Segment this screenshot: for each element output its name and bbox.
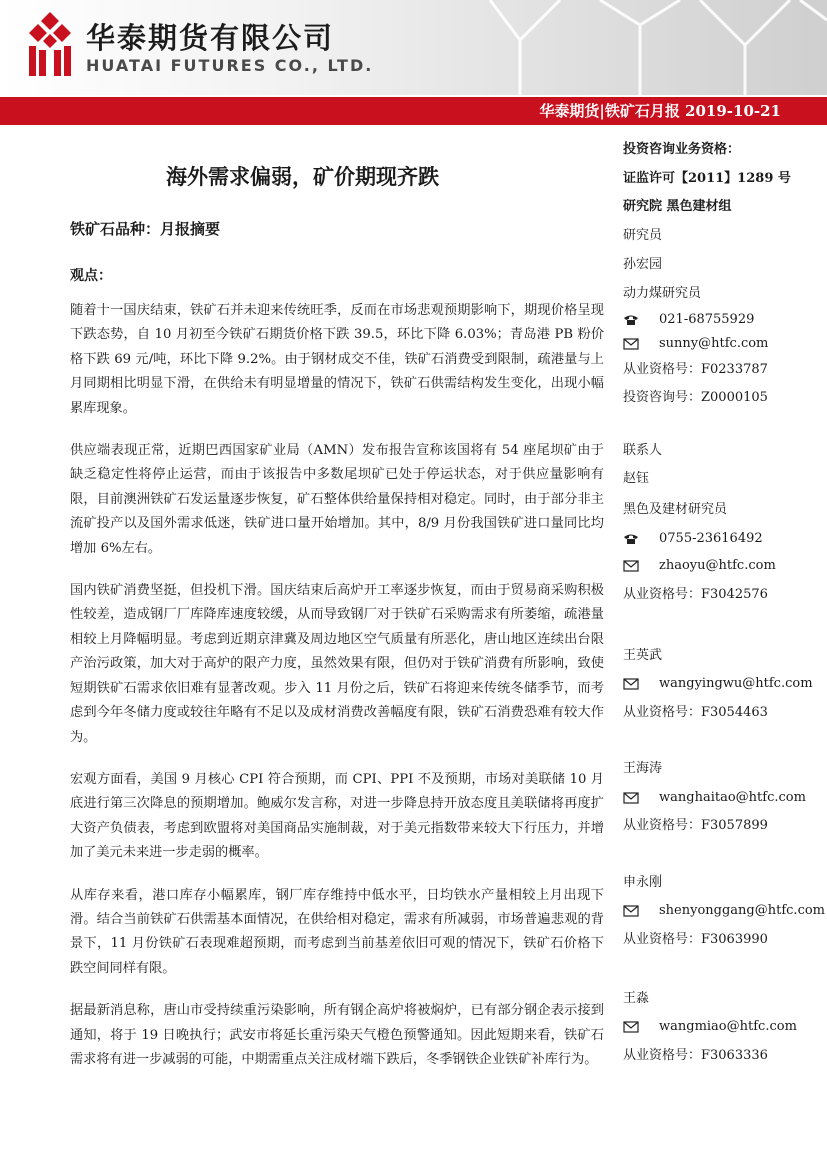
page-title: 海外需求偏弱，矿价期现齐跌 bbox=[166, 164, 439, 189]
contact-practice: 从业资格号：F3042576 bbox=[623, 587, 768, 602]
report-banner bbox=[0, 97, 827, 125]
analyst-phone: 021-68755929 bbox=[659, 312, 755, 327]
contact-practice: 从业资格号：F3057899 bbox=[623, 818, 768, 833]
contact-email-row bbox=[623, 674, 813, 694]
paragraph: 宏观方面看，美国 9 月核心 CPI 符合预期，而 CPI、PPI 不及预期，市场对美联储 10 月底进行第三次降息的预期增加。鲍威尔发言称，对进一步降息持开放态度且美联储将再度扩大资产负债表，考虑到欧盟将对美国商品实施制裁，对于美元指数带来较大下行压力，并增加了美元未来进一步走弱的概率。 bbox=[70, 771, 604, 861]
analyst-role: 研究员 bbox=[623, 228, 663, 243]
mail-icon bbox=[623, 338, 639, 350]
contact-name: 王海涛 bbox=[623, 761, 663, 776]
contact-email-row bbox=[623, 556, 776, 576]
contact-name: 王淼 bbox=[623, 991, 650, 1006]
contact-name: 申永刚 bbox=[623, 875, 663, 890]
contact-phone-row bbox=[623, 529, 763, 549]
contact-practice: 从业资格号：F3063990 bbox=[623, 932, 768, 947]
section-title: 铁矿石品种：月报摘要 bbox=[70, 220, 221, 238]
contact-email[interactable]: wanghaitao@htfc.com bbox=[659, 790, 806, 805]
analyst-email-row bbox=[623, 334, 768, 354]
contact-email[interactable]: wangmiao@htfc.com bbox=[659, 1019, 797, 1034]
paragraphs bbox=[70, 299, 604, 1090]
mail-icon bbox=[623, 1021, 639, 1033]
phone-icon bbox=[623, 533, 639, 545]
contact-phone: 0755-23616492 bbox=[659, 531, 763, 546]
analyst-name: 孙宏园 bbox=[623, 257, 663, 272]
contact-practice: 从业资格号：F3063336 bbox=[623, 1048, 768, 1063]
analyst-team: 动力煤研究员 bbox=[623, 286, 702, 301]
viewpoint-label: 观点： bbox=[70, 268, 112, 284]
report-line: 华泰期货|铁矿石月报 2019-10-21 bbox=[539, 102, 781, 120]
contact-email-row bbox=[623, 788, 806, 808]
institute: 研究院 黑色建材组 bbox=[623, 199, 732, 214]
analyst-email[interactable]: sunny@htfc.com bbox=[659, 336, 769, 351]
phone-icon bbox=[623, 314, 639, 326]
mail-icon bbox=[623, 560, 639, 572]
contact-email-row bbox=[623, 1017, 797, 1037]
huatai-logo-icon bbox=[26, 12, 74, 76]
contact-practice: 从业资格号：F3054463 bbox=[623, 705, 768, 720]
company-name-en: HUATAI FUTURES CO., LTD. bbox=[86, 56, 374, 75]
mail-icon bbox=[623, 678, 639, 690]
contact-label: 联系人 bbox=[623, 443, 663, 458]
paragraph: 国内铁矿消费坚挺，但投机下滑。国庆结束后高炉开工率逐步恢复，而由于贸易商采购积极性较差，造成钢厂厂库降库速度较缓，从而导致钢厂对于铁矿石采购需求有所萎缩，疏港量相较上月降幅明显。考虑到近期京津冀及周边地区空气质量有所恶化，唐山地区连续出台限产治污政策，加大对于高炉的限产力度，虽然效果有限，但仍对于铁矿消费有所影响，致使短期铁矿石需求依旧难有显著改观。步入 11 月份之后，铁矿石将迎来传统冬储季节，而考虑到今年冬储力度或较往年略有不足以及成材消费改善幅度有限，铁矿石消费恐难有较大作为。 bbox=[70, 583, 604, 745]
mail-icon bbox=[623, 792, 639, 804]
paragraph: 据最新消息称，唐山市受持续重污染影响，所有钢企高炉将被焖炉，已有部分钢企表示接到通知，将于 19 日晚执行；武安市将延长重污染天气橙色预警通知。因此短期来看，铁矿石需求将有进一步减弱的可能，中期需重点关注成材端下跌后，冬季钢铁企业铁矿补库行为。 bbox=[70, 1003, 604, 1067]
mail-icon bbox=[623, 905, 639, 917]
license-number: 证监许可【2011】1289 号 bbox=[623, 171, 791, 186]
contact-name: 赵钰 bbox=[623, 471, 650, 486]
contact-email[interactable]: wangyingwu@htfc.com bbox=[659, 676, 813, 691]
analyst-consult: 投资咨询号：Z0000105 bbox=[623, 390, 768, 405]
contact-team: 黑色及建材研究员 bbox=[623, 502, 728, 517]
contact-email-row bbox=[623, 901, 825, 921]
qualification-title: 投资咨询业务资格： bbox=[623, 142, 741, 157]
paragraph: 从库存来看，港口库存小幅累库，钢厂库存维持中低水平，日均铁水产量相较上月出现下滑。结合当前铁矿石供需基本面情况，在供给相对稳定，需求有所减弱，市场普遍悲观的背景下，11 月份铁矿石表现难超预期，而考虑到当前基差依旧可观的情况下，铁矿石价格下跌空间同样有限。 bbox=[70, 887, 604, 976]
company-name-cn: 华泰期货有限公司 bbox=[86, 21, 335, 55]
page-header bbox=[0, 0, 827, 95]
analyst-phone-row bbox=[623, 310, 754, 330]
analyst-practice: 从业资格号：F0233787 bbox=[623, 362, 768, 377]
paragraph: 供应端表现正常，近期巴西国家矿业局（AMN）发布报告宣称该国将有 54 座尾坝矿由于缺乏稳定性将停止运营，而由于该报告中多数尾坝矿已处于停运状态，对于供应量影响有限，目前澳洲铁矿石发运量逐步恢复，矿石整体供给量保持相对稳定。同时，由于部分非主流矿投产以及国外需求低迷，铁矿进口量开始增加。其中，8/9 月份我国铁矿进口量同比均增加 6%左右。 bbox=[70, 443, 604, 556]
contact-name: 王英武 bbox=[623, 648, 663, 663]
contact-email[interactable]: zhaoyu@htfc.com bbox=[659, 558, 776, 573]
paragraph: 随着十一国庆结束，铁矿石并未迎来传统旺季，反而在市场悲观预期影响下，期现价格呈现下跌态势，自 10 月初至今铁矿石期货价格下跌 39.5，环比下降 6.03%；青岛港 PB 粉价格下跌 69 元/吨，环比下降 9.2%。由于钢材成交不佳，铁矿石消费受到限制，疏港量与上月同期相比明显下滑，在供给未有明显增量的情况下，铁矿石供需结构发生变化，出现小幅累库现象。 bbox=[70, 303, 604, 416]
contact-email[interactable]: shenyonggang@htfc.com bbox=[659, 903, 825, 918]
